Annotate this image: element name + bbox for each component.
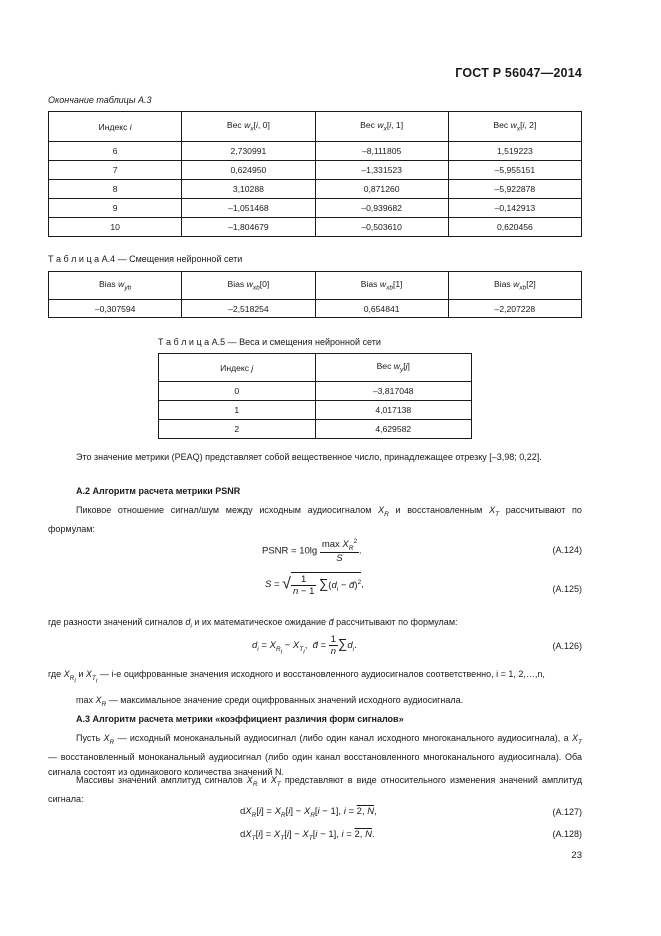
table-row (49, 180, 582, 199)
table-row (49, 142, 582, 161)
table-row (49, 199, 582, 218)
paragraph-signals: Пусть $X_R$ — исходный моноканальный аудиосигнал (либо один канал исходного многоканального аудиосигнала), а $X_T$ — восстановленный моноканальный аудиосигнал (либо один канал восстановленного многоканального аудиосигнала). Оба сигнала состоят из одинакового количества значений N. (48, 733, 582, 777)
table-header: Индекс i (49, 112, 182, 142)
equation-number: (А.124) (552, 545, 582, 555)
table-cell: 1,519223 (448, 142, 581, 161)
table-cell: 2,730991 (182, 142, 315, 161)
table-cell: –2,207228 (448, 300, 581, 318)
table-a4 (48, 271, 582, 318)
table-cell: –0,142913 (448, 199, 581, 218)
section-heading-a3: А.3 Алгоритм расчета метрики «коэффициент различия форм сигналов» (76, 714, 404, 724)
where-clause-1: где $X_{R_i}$ и $X_{T_i}$ — i-е оцифрованные значения исходного и восстановленного аудиосигналов соответственно, i = 1, 2,…,n, (48, 669, 545, 685)
table-cell: –1,804679 (182, 218, 315, 237)
table-cell: 0,871260 (315, 180, 448, 199)
table-cell: –2,518254 (182, 300, 315, 318)
where-clause-2: $\max X_R$ — максимальное значение среди оцифрованных значений исходного аудиосигнала. (76, 695, 464, 708)
table-cell: –5,955151 (448, 161, 581, 180)
table-header: Bias $w_{xb}[2]$ (448, 272, 581, 300)
equation-number: (А.128) (552, 829, 582, 839)
text-run: — максимальное значение среди оцифрованных значений исходного аудиосигнала. (108, 695, 464, 705)
text-run: рассчитывают по формулам: (48, 505, 582, 534)
paragraph-amplitudes: Массивы значений амплитуд сигналов $X_R$ и $X_T$ представляют в виде относительного изменения значений амплитуд сигнала: (48, 775, 582, 804)
text-run: — исходный моноканальный аудиосигнал (либо один канал исходного многоканального аудиосигнала), а (117, 733, 569, 743)
equation-number: (А.125) (552, 584, 582, 594)
table-header: Bias $w_{xb}[1]$ (315, 272, 448, 300)
table-cell: 10 (49, 218, 182, 237)
table-cell: 8 (49, 180, 182, 199)
table-cell: –0,939682 (315, 199, 448, 218)
table-header: Bias $w_{xb}[0]$ (182, 272, 315, 300)
text-run: рассчитывают по формулам: (336, 617, 458, 627)
table-cell: –0,307594 (49, 300, 182, 318)
table-cell: 3,10288 (182, 180, 315, 199)
table-cell: 4,629582 (315, 420, 472, 439)
table-cell: 7 (49, 161, 182, 180)
text-run: — восстановленный моноканальный аудиосигнал (либо один канал восстановленного многоканального аудиосигнала). Оба сигнала состоят из одинакового количества значений N. (48, 751, 582, 777)
table-cell: –8,111805 (315, 142, 448, 161)
table-row (159, 420, 472, 439)
table-cell: 0,620456 (448, 218, 581, 237)
text-run: и их математическое ожидание (194, 617, 327, 627)
formula-dxr: $dX_R[i] = X_R[i] - X_R[i - 1]$, i = 2, N, (240, 806, 377, 819)
table-row (49, 300, 582, 318)
table-row (159, 382, 472, 401)
text-run: Пиковое отношение сигнал/шум между исходным аудиосигналом (76, 505, 372, 515)
table-header: Bias $w_{yb}$ (49, 272, 182, 300)
table-header: Вес $w_x[i$, 0] (182, 112, 315, 142)
formula-s: S = √ $\frac{1}{n - 1}$ $\sum(d_i$ − d̄)$^2$, (265, 574, 364, 597)
equation-number: (А.126) (552, 641, 582, 651)
paragraph-peaq: Это значение метрики (PEAQ) представляет собой вещественное число, принадлежащее отрезку [–3,98; 0,22]. (76, 452, 542, 462)
table-a5-caption: Т а б л и ц а А.5 — Веса и смещения нейронной сети (158, 337, 381, 347)
text-run: где разности значений сигналов (48, 617, 183, 627)
table-header: Вес $w_x[i$, 2] (448, 112, 581, 142)
table-cell: 2 (159, 420, 316, 439)
equation-number: (А.127) (552, 807, 582, 817)
paragraph-psnr: Пиковое отношение сигнал/шум между исходным аудиосигналом $X_R$ и восстановленным $X_T$ рассчитывают по формулам: (48, 505, 582, 534)
table-cell: –0,503610 (315, 218, 448, 237)
page-number: 23 (571, 850, 582, 861)
formula-d: $d_i = X_{R_i} - X_{T_i}$, d̄ = $\frac{1}{n}$ $\sum d_i$. (252, 634, 357, 657)
table-header: Вес $w_x[i$, 1] (315, 112, 448, 142)
text-run: — i-е оцифрованные значения исходного и восстановленного аудиосигналов соответственно, i = 1, 2,…,n, (99, 669, 545, 679)
formula-dxt: $dX_T[i] = X_T[i] - X_T[i - 1]$, i = 2, N. (240, 829, 375, 842)
table-cell: –1,331523 (315, 161, 448, 180)
table-cell: 0 (159, 382, 316, 401)
paragraph-differences: где разности значений сигналов $d_i$ и их математическое ожидание d̄ рассчитывают по формулам: (48, 617, 458, 630)
table-header: Индекс j (159, 354, 316, 382)
text-run: Массивы значений амплитуд сигналов (76, 775, 243, 785)
table-cell: 0,624950 (182, 161, 315, 180)
table-cell: 9 (49, 199, 182, 218)
table-header: Вес $w_y[j]$ (315, 354, 472, 382)
table-a5 (158, 353, 472, 439)
formula-psnr: PSNR = 10lg $\frac{\max X_R^2}{S}$ . (262, 538, 362, 565)
table-a3 (48, 111, 582, 237)
text-run: представляют в виде относительного изменения значений амплитуд сигнала: (48, 775, 582, 804)
table-cell: –3,817048 (315, 382, 472, 401)
table-row (49, 218, 582, 237)
text-run: и восстановленным (395, 505, 483, 515)
table-cell: 1 (159, 401, 316, 420)
table-cell: 6 (49, 142, 182, 161)
table-row (159, 401, 472, 420)
table-cell: –5,922878 (448, 180, 581, 199)
table-cell: 0,654841 (315, 300, 448, 318)
table-a3-caption: Окончание таблицы А.3 (48, 95, 152, 105)
section-heading-a2: А.2 Алгоритм расчета метрики PSNR (76, 486, 241, 496)
table-cell: –1,051468 (182, 199, 315, 218)
standard-designation: ГОСТ Р 56047—2014 (455, 66, 582, 80)
table-row (49, 161, 582, 180)
table-a4-caption: Т а б л и ц а А.4 — Смещения нейронной сети (48, 254, 243, 264)
table-cell: 4,017138 (315, 401, 472, 420)
